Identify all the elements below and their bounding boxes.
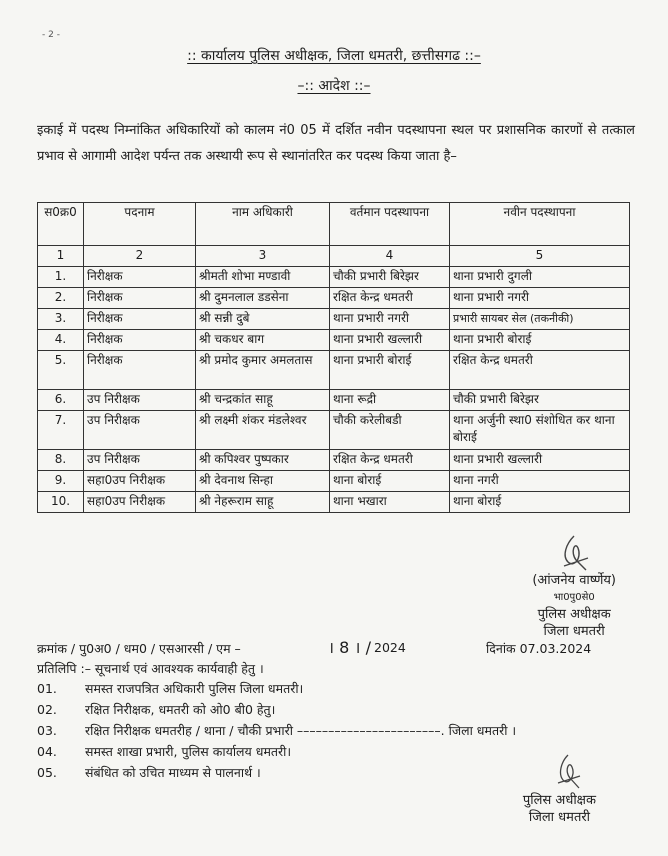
name-cell: श्रीमती शोभा मण्डावी <box>196 267 330 288</box>
table-row <box>38 492 630 513</box>
header-new-posting: नवीन पदस्थापना <box>450 203 630 246</box>
column-number: 5 <box>450 246 630 267</box>
serial-cell: 1. <box>38 267 84 288</box>
post-cell: सहा0उप निरीक्षक <box>84 492 196 513</box>
table-row <box>38 330 630 351</box>
column-number: 3 <box>196 246 330 267</box>
copy-list <box>37 678 516 783</box>
copy-heading: प्रतिलिपि :– सूचनार्थ एवं आवश्यक कार्यवाही हेतु । <box>37 661 264 676</box>
table-row <box>38 411 630 450</box>
list-item-number: 04. <box>37 744 57 759</box>
name-cell: श्री चन्द्रकांत साहू <box>196 390 330 411</box>
signatory-name: (आंजनेय वार्ष्णेय) <box>532 573 616 588</box>
serial-cell: 9. <box>38 471 84 492</box>
current-posting-cell: थाना बोराई <box>330 471 450 492</box>
name-cell: श्री नेहरूराम साहू <box>196 492 330 513</box>
table-header-row <box>38 203 630 246</box>
office-heading: :: कार्यालय पुलिस अधीक्षक, जिला धमतरी, छत्तीसगढ ::– <box>187 48 481 64</box>
page-number: - 2 - <box>42 30 60 40</box>
new-posting-cell: थाना बोराई <box>450 492 630 513</box>
bottom-signatory-district: जिला धमतरी <box>528 810 591 825</box>
list-item-number: 02. <box>37 702 57 717</box>
post-cell: निरीक्षक <box>84 330 196 351</box>
new-posting-cell: थाना प्रभारी बोराई <box>450 330 630 351</box>
header-current-posting: वर्तमान पदस्थापना <box>330 203 450 246</box>
post-cell: निरीक्षक <box>84 267 196 288</box>
new-posting-cell: थाना प्रभारी दुगली <box>450 267 630 288</box>
list-item-number: 03. <box>37 723 57 738</box>
table-row <box>38 351 630 390</box>
post-cell: सहा0उप निरीक्षक <box>84 471 196 492</box>
post-cell: उप निरीक्षक <box>84 390 196 411</box>
serial-cell: 6. <box>38 390 84 411</box>
post-cell: उप निरीक्षक <box>84 411 196 450</box>
list-item-text: रक्षित निरीक्षक, धमतरी को ओ0 बी0 हेतु। <box>85 702 276 717</box>
new-posting-cell: रक्षित केन्द्र धमतरी <box>450 351 630 390</box>
column-number: 1 <box>38 246 84 267</box>
name-cell: श्री दुमनलाल डडसेना <box>196 288 330 309</box>
reference-year: 2024 <box>374 640 406 655</box>
list-item <box>37 741 516 762</box>
current-posting-cell: चौकी करेलीबडी <box>330 411 450 450</box>
post-cell: निरीक्षक <box>84 309 196 330</box>
current-posting-cell: थाना प्रभारी बोराई <box>330 351 450 390</box>
current-posting-cell: रक्षित केन्द्र धमतरी <box>330 450 450 471</box>
current-posting-cell: थाना प्रभारी नगरी <box>330 309 450 330</box>
column-number: 4 <box>330 246 450 267</box>
table-row <box>38 471 630 492</box>
new-posting-cell: चौकी प्रभारी बिरेझर <box>450 390 630 411</box>
table-row <box>38 267 630 288</box>
table-row <box>38 288 630 309</box>
post-cell: उप निरीक्षक <box>84 450 196 471</box>
serial-cell: 3. <box>38 309 84 330</box>
new-posting-cell: थाना नगरी <box>450 471 630 492</box>
header-post: पदनाम <box>84 203 196 246</box>
signature-mark <box>552 752 586 792</box>
table-row <box>38 450 630 471</box>
list-item-text: समस्त शाखा प्रभारी, पुलिस कार्यालय धमतरी। <box>85 744 292 759</box>
signatory-designation: पुलिस अधीक्षक <box>537 607 611 622</box>
name-cell: श्री प्रमोद कुमार अमलतास <box>196 351 330 390</box>
new-posting-cell: थाना प्रभारी खल्लारी <box>450 450 630 471</box>
current-posting-cell: रक्षित केन्द्र धमतरी <box>330 288 450 309</box>
name-cell: श्री सन्नी दुबे <box>196 309 330 330</box>
signatory-block <box>532 572 616 640</box>
serial-cell: 7. <box>38 411 84 450</box>
list-item <box>37 720 516 741</box>
list-item-text: समस्त राजपत्रित अधिकारी पुलिस जिला धमतरी। <box>85 681 304 696</box>
bottom-signatory-designation: पुलिस अधीक्षक <box>522 793 596 808</box>
signature-mark <box>556 532 596 574</box>
transfer-table <box>37 202 630 513</box>
current-posting-cell: थाना भखारा <box>330 492 450 513</box>
list-item-text: संबंधित को उचित माध्यम से पालनार्थ । <box>85 765 261 780</box>
name-cell: श्री देवनाथ सिन्हा <box>196 471 330 492</box>
list-item <box>37 678 516 699</box>
signatory-service: भा0पु0से0 <box>553 592 595 603</box>
order-date: दिनांक 07.03.2024 <box>486 641 592 656</box>
list-item-number: 01. <box>37 681 57 696</box>
serial-cell: 8. <box>38 450 84 471</box>
list-item <box>37 699 516 720</box>
name-cell: श्री कपिश्वर पुष्पकार <box>196 450 330 471</box>
column-number-row <box>38 246 630 267</box>
new-posting-cell: थाना अर्जुनी स्था0 संशोधित कर थाना बोराई <box>450 411 630 450</box>
list-item <box>37 762 516 783</box>
name-cell: श्री लक्ष्मी शंकर मंडलेश्वर <box>196 411 330 450</box>
order-heading: –:: आदेश ::– <box>297 78 371 94</box>
post-cell: निरीक्षक <box>84 351 196 390</box>
post-cell: निरीक्षक <box>84 288 196 309</box>
serial-cell: 10. <box>38 492 84 513</box>
serial-cell: 2. <box>38 288 84 309</box>
current-posting-cell: चौकी प्रभारी बिरेझर <box>330 267 450 288</box>
list-item-text: रक्षित निरीक्षक धमतरीह / थाना / चौकी प्रभारी –––––––––––––––––––––––. जिला धमतरी । <box>85 723 517 738</box>
column-number: 2 <box>84 246 196 267</box>
serial-cell: 5. <box>38 351 84 390</box>
current-posting-cell: थाना प्रभारी खल्लारी <box>330 330 450 351</box>
header-officer-name: नाम अधिकारी <box>196 203 330 246</box>
table-row <box>38 390 630 411</box>
current-posting-cell: थाना रूद्री <box>330 390 450 411</box>
name-cell: श्री चकधर बाग <box>196 330 330 351</box>
new-posting-cell: प्रभारी सायबर सेल (तकनीकी) <box>450 309 630 330</box>
bottom-signatory-block <box>523 792 596 826</box>
signatory-district: जिला धमतरी <box>543 624 605 639</box>
new-posting-cell: थाना प्रभारी नगरी <box>450 288 630 309</box>
reference-prefix: क्रमांक / पु0अ0 / धम0 / एसआरसी / एम – <box>37 641 241 656</box>
serial-cell: 4. <box>38 330 84 351</box>
table-row <box>38 309 630 330</box>
reference-number: । 8 । / <box>328 638 371 657</box>
header-serial: स0क्र0 <box>38 203 84 246</box>
intro-paragraph: इकाई में पदस्थ निम्नांकित अधिकारियों को कालम नं0 05 में दर्शित नवीन पदस्थापना स्थल पर प्रशासनिक कारणों से तत्काल प्रभाव से आगामी आदेश पर्यन्त तक अस्थायी रूप से स्थानांतरित कर पदस्थ किया जाता है– <box>37 123 635 164</box>
list-item-number: 05. <box>37 765 57 780</box>
